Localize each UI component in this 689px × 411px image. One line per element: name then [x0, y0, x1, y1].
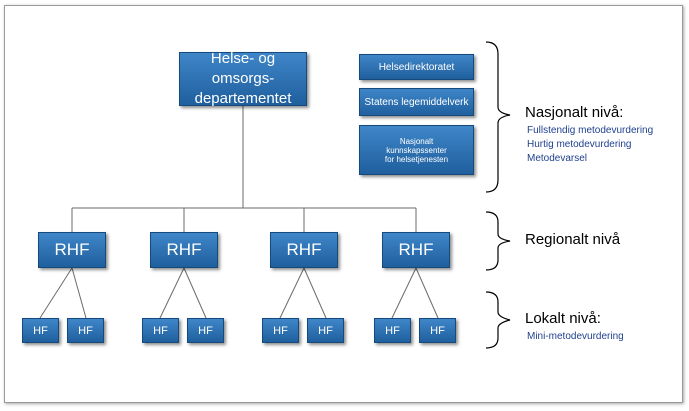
rhf-label: RHF — [54, 240, 90, 259]
agency-box-helsedirektoratet — [359, 54, 474, 80]
hf-label: HF — [273, 324, 288, 337]
national-level-brace — [486, 42, 510, 192]
local-level-brace — [486, 292, 510, 348]
hf-box — [22, 318, 59, 343]
rhf1-hf-right-line — [72, 268, 86, 318]
hf-label: HF — [318, 324, 333, 337]
rhf2-hf-right-line — [184, 268, 206, 318]
rhf4-hf-right-line — [416, 268, 438, 318]
rhf-label: RHF — [286, 240, 322, 259]
agency-box-kunnskapssenter — [359, 125, 474, 175]
agency-label: Nasjonalt kunnskapssenter for helsetjenesten — [384, 136, 449, 164]
hf-box — [187, 318, 224, 343]
rhf-label: RHF — [166, 240, 202, 259]
ministry-box — [179, 52, 307, 106]
hf-box — [262, 318, 299, 343]
national-item: Metodevarsel — [527, 153, 588, 164]
local-item: Mini-metodevurdering — [527, 331, 624, 342]
hf-label: HF — [385, 324, 400, 337]
ministry-label: Helse- og omsorgs- departementet — [194, 50, 292, 107]
national-level-items — [527, 124, 653, 166]
agency-label: Helsedirektoratet — [378, 61, 455, 73]
rhf1-hf-left-line — [40, 268, 72, 318]
hf-label: HF — [153, 324, 168, 337]
hf-label: HF — [430, 324, 445, 337]
hf-box — [419, 318, 456, 343]
hf-box — [307, 318, 344, 343]
rhf-box — [150, 232, 218, 268]
rhf3-hf-right-line — [304, 268, 326, 318]
local-level-title: Lokalt nivå: — [525, 310, 601, 327]
rhf3-hf-left-line — [280, 268, 304, 318]
rhf-box — [270, 232, 338, 268]
agency-box-legemiddelverk — [359, 88, 474, 116]
hf-label: HF — [78, 324, 93, 337]
hf-box — [67, 318, 104, 343]
rhf2-hf-left-line — [160, 268, 184, 318]
local-level-items — [527, 330, 624, 344]
regional-level-brace — [486, 212, 510, 270]
rhf-box — [38, 232, 106, 268]
national-level-title: Nasjonalt nivå: — [525, 104, 624, 121]
rhf4-hf-left-line — [392, 268, 416, 318]
rhf-box — [382, 232, 450, 268]
hf-box — [374, 318, 411, 343]
regional-level-title: Regionalt nivå — [525, 231, 621, 248]
hf-box — [142, 318, 179, 343]
national-item: Hurtig metodevurdering — [527, 139, 632, 150]
rhf-label: RHF — [398, 240, 434, 259]
hf-label: HF — [33, 324, 48, 337]
hf-label: HF — [198, 324, 213, 337]
national-item: Fullstendig metodevurdering — [527, 125, 654, 136]
agency-label: Statens legemiddelverk — [364, 96, 469, 108]
